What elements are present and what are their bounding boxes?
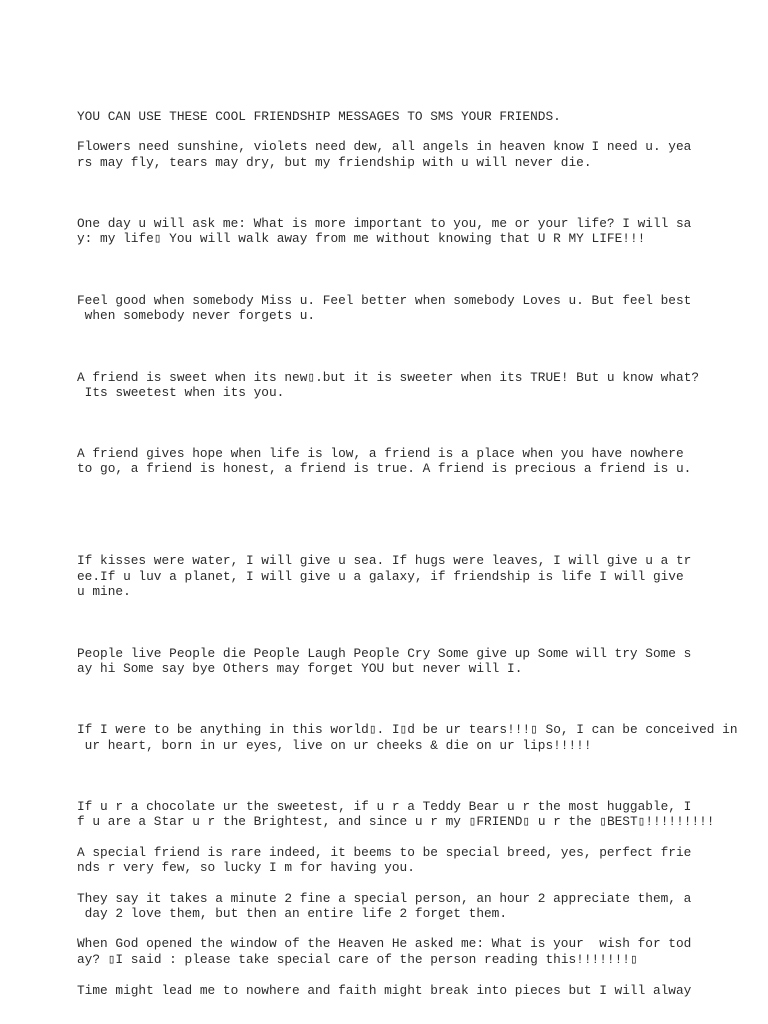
message-line: Flowers need sunshine, violets need dew, all angels in heaven know I need u. yea	[77, 139, 692, 154]
message-line: nds r very few, so lucky I m for having you.	[77, 860, 415, 875]
message-line: f u are a Star u r the Brightest, and since u r my ▯FRIEND▯ u r the ▯BEST▯!!!!!!!!!	[77, 814, 715, 829]
message-line: Its sweetest when its you.	[77, 385, 285, 400]
document-heading: YOU CAN USE THESE COOL FRIENDSHIP MESSAGES TO SMS YOUR FRIENDS.	[77, 109, 561, 124]
message-line: day 2 love them, but then an entire life 2 forget them.	[77, 906, 508, 921]
message-line: when somebody never forgets u.	[77, 308, 316, 323]
message-line: A special friend is rare indeed, it beems to be special breed, yes, perfect frie	[77, 845, 692, 860]
message-line: ay? ▯I said : please take special care of the person reading this!!!!!!!▯	[77, 952, 638, 967]
message-line: Time might lead me to nowhere and faith might break into pieces but I will alway	[77, 983, 692, 998]
message-line: When God opened the window of the Heaven He asked me: What is your wish for tod	[77, 936, 692, 951]
message-line: Feel good when somebody Miss u. Feel better when somebody Loves u. But feel best	[77, 293, 692, 308]
message-line: ur heart, born in ur eyes, live on ur cheeks & die on ur lips!!!!!	[77, 738, 592, 753]
message-line: People live People die People Laugh People Cry Some give up Some will try Some s	[77, 646, 692, 661]
message-line: ee.If u luv a planet, I will give u a galaxy, if friendship is life I will give	[77, 569, 684, 584]
message-line: If I were to be anything in this world▯. I▯d be ur tears!!!▯ So, I can be conceived in	[77, 722, 738, 737]
message-line: A friend is sweet when its new▯.but it is sweeter when its TRUE! But u know what?	[77, 370, 700, 385]
message-line: to go, a friend is honest, a friend is true. A friend is precious a friend is u.	[77, 461, 692, 476]
message-line: They say it takes a minute 2 fine a special person, an hour 2 appreciate them, a	[77, 891, 692, 906]
message-line: rs may fly, tears may dry, but my friendship with u will never die.	[77, 155, 592, 170]
message-line: If kisses were water, I will give u sea. If hugs were leaves, I will give u a tr	[77, 553, 692, 568]
message-line: One day u will ask me: What is more important to you, me or your life? I will sa	[77, 216, 692, 231]
message-line: If u r a chocolate ur the sweetest, if u r a Teddy Bear u r the most huggable, I	[77, 799, 692, 814]
message-line: u mine.	[77, 584, 131, 599]
message-line: ay hi Some say bye Others may forget YOU but never will I.	[77, 661, 523, 676]
message-line: A friend gives hope when life is low, a friend is a place when you have nowhere	[77, 446, 684, 461]
message-line: y: my life▯ You will walk away from me without knowing that U R MY LIFE!!!	[77, 231, 646, 246]
